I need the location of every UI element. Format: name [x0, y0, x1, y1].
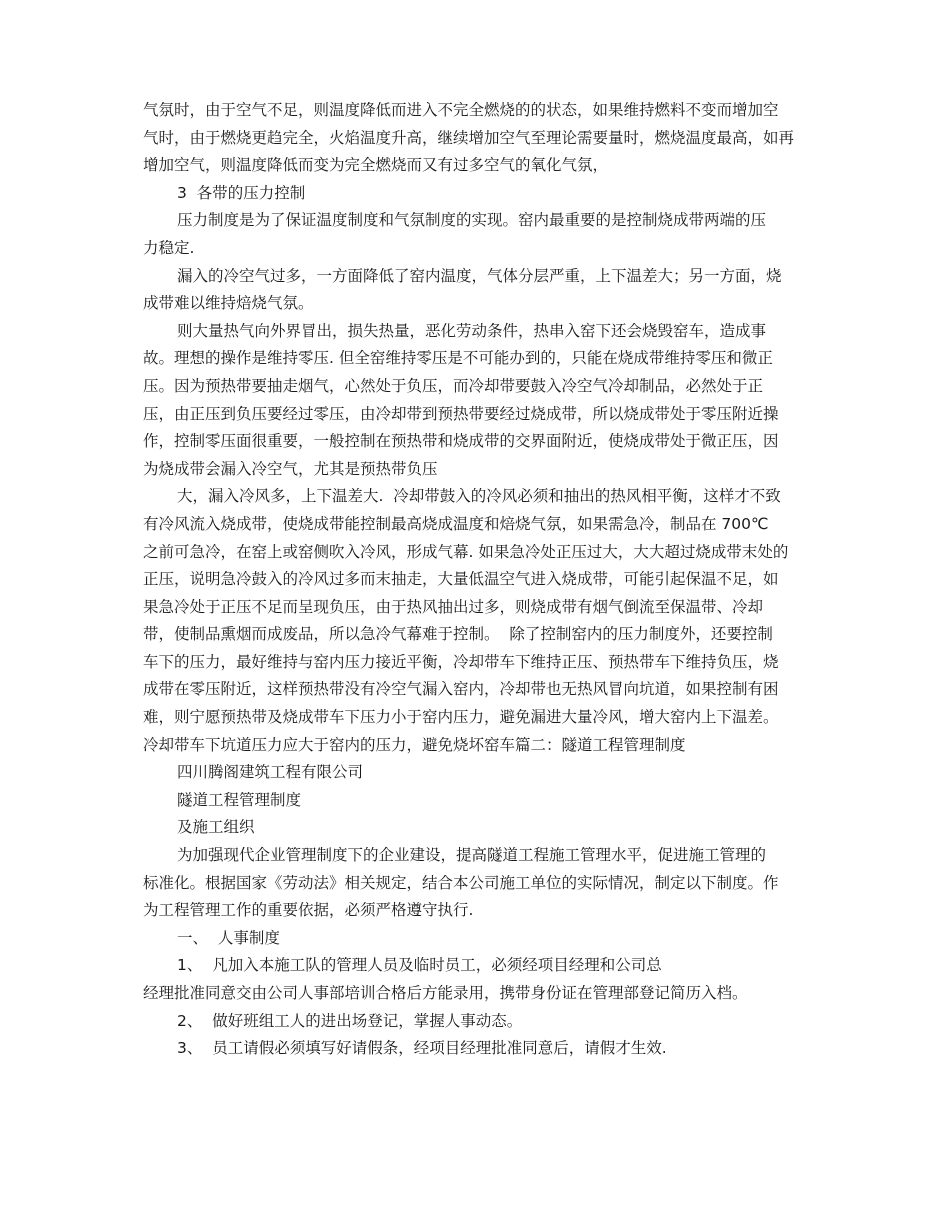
- text-line: 果急冷处于正压不足而呈现负压，由于热风抽出过多，则烧成带有烟气倒流至保温带、冷却: [143, 597, 764, 616]
- text-line: 为加强现代企业管理制度下的企业建设，提高隧道工程施工管理水平，促进施工管理的: [177, 846, 767, 865]
- text-line: 压。因为预热带要抽走烟气，心然处于负压，而冷却带要鼓入冷空气冷却制品，必然处于正: [143, 376, 764, 395]
- text-line: 难，则宁愿预热带及烧成带车下压力小于窑内压力，避免漏进大量冷风，增大窑内上下温差。: [143, 708, 779, 727]
- text-line: 隧道工程管理制度: [177, 790, 302, 809]
- text-line: 冷却带车下坑道压力应大于窑内的压力，避免烧坏窑车篇二：隧道工程管理制度: [143, 735, 686, 754]
- text-line: 为工程管理工作的重要依据，必须严格遵守执行.: [143, 901, 474, 920]
- text-line: 力稳定.: [143, 238, 195, 257]
- text-line: 之前可急冷，在窑上或窑侧吹入冷风，形成气幕. 如果急冷处正压过大，大大超过烧成带末处的: [143, 542, 789, 561]
- text-line: 成带难以维持焙烧气氛。: [143, 294, 314, 313]
- text-line: 为烧成带会漏入冷空气，尤其是预热带负压: [143, 459, 438, 478]
- text-line: 标准化。根据国家《劳动法》相关规定，结合本公司施工单位的实际情况，制定以下制度。作: [143, 873, 779, 892]
- text-line: 车下的压力，最好维持与窑内压力接近平衡，冷却带车下维持正压、预热带车下维持负压，烧: [143, 652, 779, 671]
- text-line: 3 各带的压力控制: [177, 183, 306, 202]
- text-line: 故。理想的操作是维持零压. 但全窑维持零压是不可能办到的，只能在烧成带维持零压和微正: [143, 349, 773, 368]
- text-line: 气时，由于燃烧更趋完全，火焰温度升高，继续增加空气至理论需要量时，燃烧温度最高，如再: [143, 128, 795, 147]
- text-line: 正压，说明急冷鼓入的冷风过多而末抽走，大量低温空气进入烧成带，可能引起保温不足，如: [143, 570, 779, 589]
- text-line: 带，使制品熏烟而成废品，所以急冷气幕难于控制。 除了控制窑内的压力制度外，还要控制: [143, 625, 773, 644]
- document-body: [143, 97, 813, 1063]
- text-line: 3、 员工请假必须填写好请假条，经项目经理批准同意后，请假才生效.: [177, 1039, 667, 1058]
- text-line: 压，由正压到负压要经过零压，由冷却带到预热带要经过烧成带，所以烧成带处于零压附近操: [143, 404, 779, 423]
- text-line: 作，控制零压面很重要，一般控制在预热带和烧成带的交界面附近，使烧成带处于微正压，因: [143, 432, 779, 451]
- text-line: 有冷风流入烧成带，使烧成带能控制最高烧成温度和焙烧气氛，如果需急冷，制品在 700℃: [143, 514, 769, 533]
- text-line: 漏入的冷空气过多，一方面降低了窑内温度，气体分层严重，上下温差大；另一方面，烧: [177, 266, 782, 285]
- text-line: 增加空气，则温度降低而变为完全燃烧而又有过多空气的氧化气氛，: [143, 156, 609, 175]
- text-line: 大，漏入冷风多，上下温差大. 冷却带鼓入的冷风必须和抽出的热风相平衡，这样才不致: [177, 487, 781, 506]
- text-line: 成带在零压附近，这样预热带没有冷空气漏入窑内，冷却带也无热风冒向坑道，如果控制有困: [143, 680, 779, 699]
- text-line: 四川腾阁建筑工程有限公司: [177, 763, 364, 782]
- text-line: 一、 人事制度: [177, 928, 280, 947]
- text-line: 气氛时，由于空气不足，则温度降低而进入不完全燃烧的的状态，如果维持燃料不变而增加空: [143, 101, 779, 119]
- text-line: 经理批准同意交由公司人事部培训合格后方能录用，携带身份证在管理部登记简历入档。: [143, 984, 748, 1002]
- text-line: 压力制度是为了保证温度制度和气氛制度的实现。窑内最重要的是控制烧成带两端的压: [177, 211, 767, 230]
- text-line: 则大量热气向外界冒出，损失热量，恶化劳动条件，热串入窑下还会烧毁窑车，造成事: [177, 321, 767, 340]
- text-line: 1、 凡加入本施工队的管理人员及临时员工，必须经项目经理和公司总: [177, 956, 662, 975]
- text-line: 2、 做好班组工人的进出场登记，掌握人事动态。: [177, 1011, 523, 1030]
- text-line: 及施工组织: [177, 818, 255, 837]
